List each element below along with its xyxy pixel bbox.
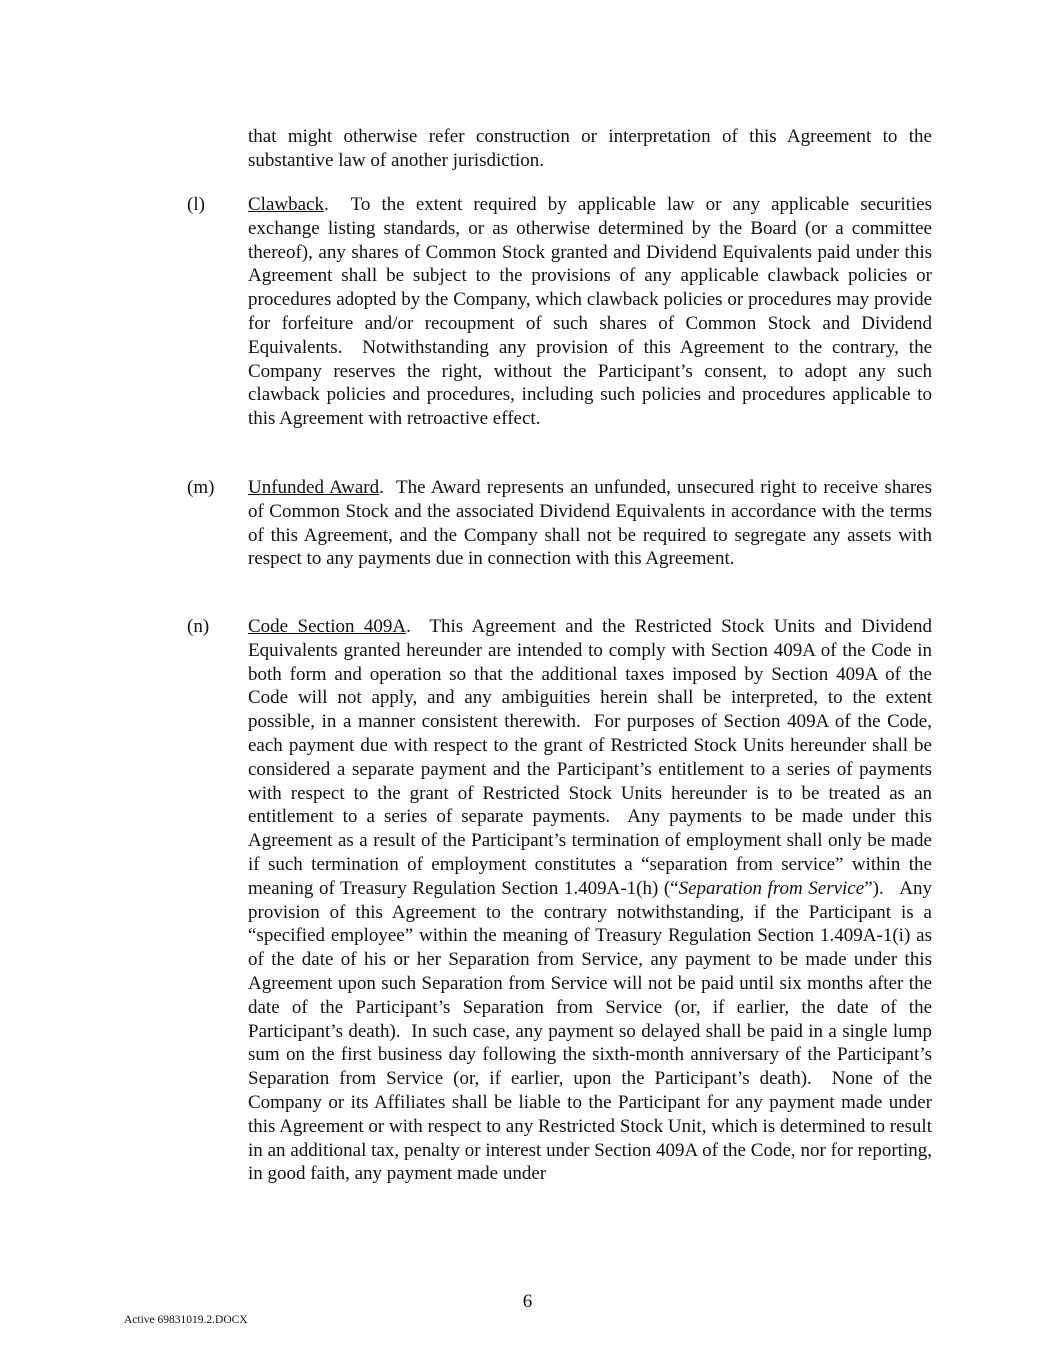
section-label-l: (l) [187, 194, 205, 215]
section-heading-clawback: Clawback [248, 194, 324, 215]
section-body-409a-part2: ”). Any provision of this Agreement to the contrary notwithstanding, if the Participant is a “specified employee” within the meaning of Treasury Regulation Section 1.409A-1(i) as of the date of his or her Separation from Service, any payment to be made under this Agreement upon such Separation from Service will not be paid until six months after the date of the Participant’s Separation from Service (or, if earlier, the date of the Participant’s death). In such case, any payment so delayed shall be paid in a single lump sum on the first business day following the sixth-month anniversary of the Participant’s Separation from Service (or, if earlier, upon the Participant’s death). None of the Company or its Affiliates shall be liable to the Participant for any payment made under this Agreement or with respect to any Restricted Stock Unit, which is determined to result in an additional tax, penalty or interest under Section 409A of the Code, nor for reporting, in good faith, any payment made under [248, 877, 937, 1185]
section-body-unfunded-award: The Award represents an unfunded, unsecured right to receive shares of Common Stock and the associated Dividend Equivalents in accordance with the terms of this Agreement, and the Company shall not be required to segregate any assets with respect to any payments due in connection with this Agreement. [248, 477, 937, 570]
continuation-paragraph [248, 125, 932, 173]
section-body-409a-part1: This Agreement and the Restricted Stock Units and Dividend Equivalents granted hereunder are intended to comply with Section 409A of the Code in both form and operation so that the additional taxes imposed by Section 409A of the Code will not apply, and any ambiguities herein shall be interpreted, to the extent possible, in a manner consistent therewith. For purposes of Section 409A of the Code, each payment due with respect to the grant of Restricted Stock Units hereunder shall be considered a separate payment and the Participant’s entitlement to a series of payments with respect to the grant of Restricted Stock Units hereunder is to be treated as an entitlement to a series of separate payments. Any payments to be made under this Agreement as a result of the Participant’s termination of employment shall only be made if such termination of employment constitutes a “separation from service” within the meaning of Treasury Regulation Section 1.409A-1(h) (“ [248, 616, 937, 899]
section-label-m: (m) [187, 477, 215, 498]
section-unfunded-award [248, 476, 937, 571]
defined-term-separation-from-service: Separation from Service [678, 877, 865, 899]
page-number: 6 [522, 1291, 533, 1312]
heading-punct: . [379, 477, 384, 498]
continuation-text: that might otherwise refer construction or interpretation of this Agreement to the substantive law of another jurisdiction. [248, 126, 932, 171]
section-clawback [248, 193, 937, 431]
heading-punct: . [406, 616, 411, 637]
section-heading-code-409a: Code Section 409A [248, 616, 407, 637]
section-label-n: (n) [187, 616, 210, 637]
section-heading-unfunded-award: Unfunded Award [248, 477, 380, 498]
section-body-clawback: To the extent required by applicable law or any applicable securities exchange listing standards, or as otherwise determined by the Board (or a committee thereof), any shares of Common Stock granted and Dividend Equivalents paid under this Agreement shall be subject to the provisions of any applicable clawback policies or procedures adopted by the Company, which clawback policies or procedures may provide for forfeiture and/or recoupment of such shares of Common Stock and Dividend Equivalents. Notwithstanding any provision of this Agreement to the contrary, the Company reserves the right, without the Participant’s consent, to adopt any such clawback policies and procedures, including such policies and procedures applicable to this Agreement with retroactive effect. [248, 194, 937, 430]
document-id: Active 69831019.2.DOCX [124, 1314, 248, 1326]
heading-punct: . [323, 194, 329, 215]
section-code-409a [248, 615, 937, 1186]
